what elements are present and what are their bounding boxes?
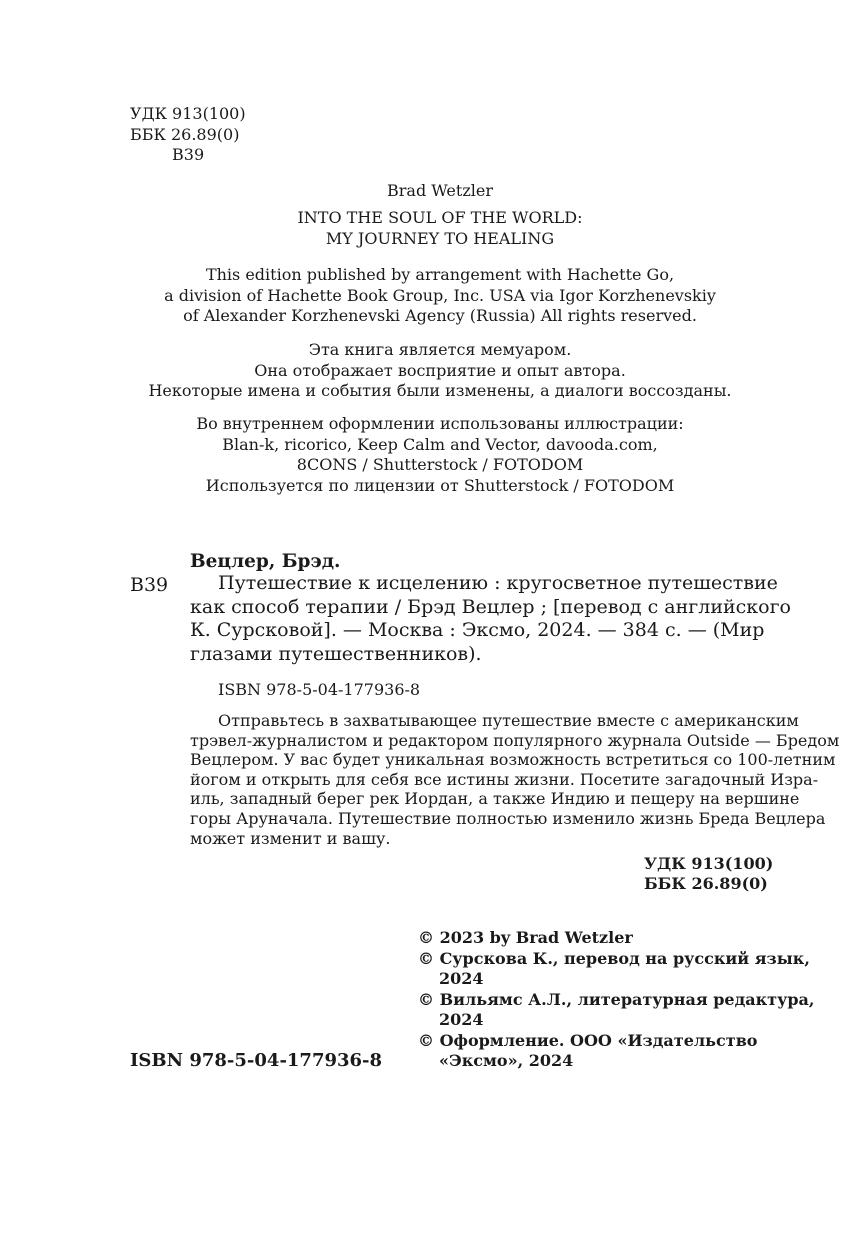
copyright-line: © Вильямс А.Л., литературная редактура,: [418, 989, 815, 1009]
catalog-isbn: ISBN 978-5-04-177936-8: [218, 680, 421, 699]
original-title-line: INTO THE SOUL OF THE WORLD:: [297, 208, 583, 227]
description-line: глазами путешественников).: [190, 642, 482, 665]
memoir-line: Некоторые имена и события были изменены, а диалоги воссозданы.: [148, 381, 732, 400]
catalog-code: В39: [130, 574, 169, 596]
illustrations-credits: [100, 414, 780, 496]
copyright-line: © Оформление. ООО «Издательство: [418, 1030, 758, 1050]
illustrations-line: Используется по лицензии от Shutterstock / FOTODOM: [205, 475, 675, 495]
original-author-name: Brad Wetzler: [387, 181, 493, 200]
author-sign: В39: [172, 145, 205, 164]
description-line: К. Сурсковой]. — Москва : Эксмо, 2024. — 384 с. — (Мир: [190, 619, 765, 641]
annotation-line: Вецлером. У вас будет уникальная возможность встретиться со 100-летним: [190, 750, 836, 770]
annotation: [190, 711, 840, 848]
annotation-line: йогом и открыть для себя все истины жизни. Посетите загадочный Изра-: [190, 769, 819, 789]
illustrations-line: 8CONS / Shutterstock / FOTODOM: [296, 455, 584, 474]
original-author: [100, 181, 780, 202]
annotation-line: может изменит и вашу.: [190, 828, 391, 848]
memoir-note: [100, 340, 780, 402]
catalog-classification: [644, 854, 773, 894]
edition-line: This edition published by arrangement with Hachette Go,: [205, 265, 675, 284]
description-line: как способ терапии / Брэд Вецлер ; [перевод с английского: [190, 595, 791, 618]
catalog-author-heading: Вецлер, Брэд.: [190, 551, 341, 572]
original-title-line: MY JOURNEY TO HEALING: [325, 228, 555, 248]
catalog-udk: УДК 913(100): [644, 854, 774, 873]
annotation-line: горы Аруначала. Путешествие полностью изменило жизнь Бреда Вецлера: [190, 808, 826, 828]
description-line: Путешествие к исцелению : кругосветное путешествие: [218, 572, 778, 594]
catalog-bbk: ББК 26.89(0): [644, 874, 768, 893]
udk-code: УДК 913(100): [130, 104, 246, 123]
copyright-line: 2024: [439, 1010, 484, 1029]
catalog-description: [190, 572, 791, 666]
annotation-line: Отправьтесь в захватывающее путешествие вместе с американским: [218, 711, 799, 730]
original-title: [100, 208, 780, 249]
copyright-line: «Эксмо», 2024: [439, 1051, 574, 1070]
footer-isbn: ISBN 978-5-04-177936-8: [130, 1050, 383, 1071]
illustrations-line: Blan-k, ricorico, Keep Calm and Vector, davooda.com,: [222, 434, 658, 454]
illustrations-line: Во внутреннем оформлении использованы иллюстрации:: [196, 414, 684, 433]
copyright-line: © 2023 by Brad Wetzler: [418, 928, 633, 947]
annotation-line: трэвел-журналистом и редактором популярного журнала Outside — Бредом: [190, 730, 840, 750]
copyright-line: © Сурскова К., перевод на русский язык,: [418, 948, 810, 968]
copyright-line: 2024: [439, 969, 484, 988]
memoir-line: Она отображает восприятие и опыт автора.: [254, 360, 626, 380]
edition-line: a division of Hachette Book Group, Inc. USA via Igor Korzhenevskiy: [164, 285, 716, 305]
edition-notice: [100, 265, 780, 327]
annotation-line: иль, западный берег рек Иордан, а также Индию и пещеру на вершине: [190, 789, 800, 809]
bbk-code: ББК 26.89(0): [130, 124, 240, 144]
copyright-block: [418, 928, 815, 1072]
classification-codes: [130, 104, 246, 166]
edition-line: of Alexander Korzhenevski Agency (Russia) All rights reserved.: [183, 306, 697, 325]
memoir-line: Эта книга является мемуаром.: [308, 340, 572, 359]
